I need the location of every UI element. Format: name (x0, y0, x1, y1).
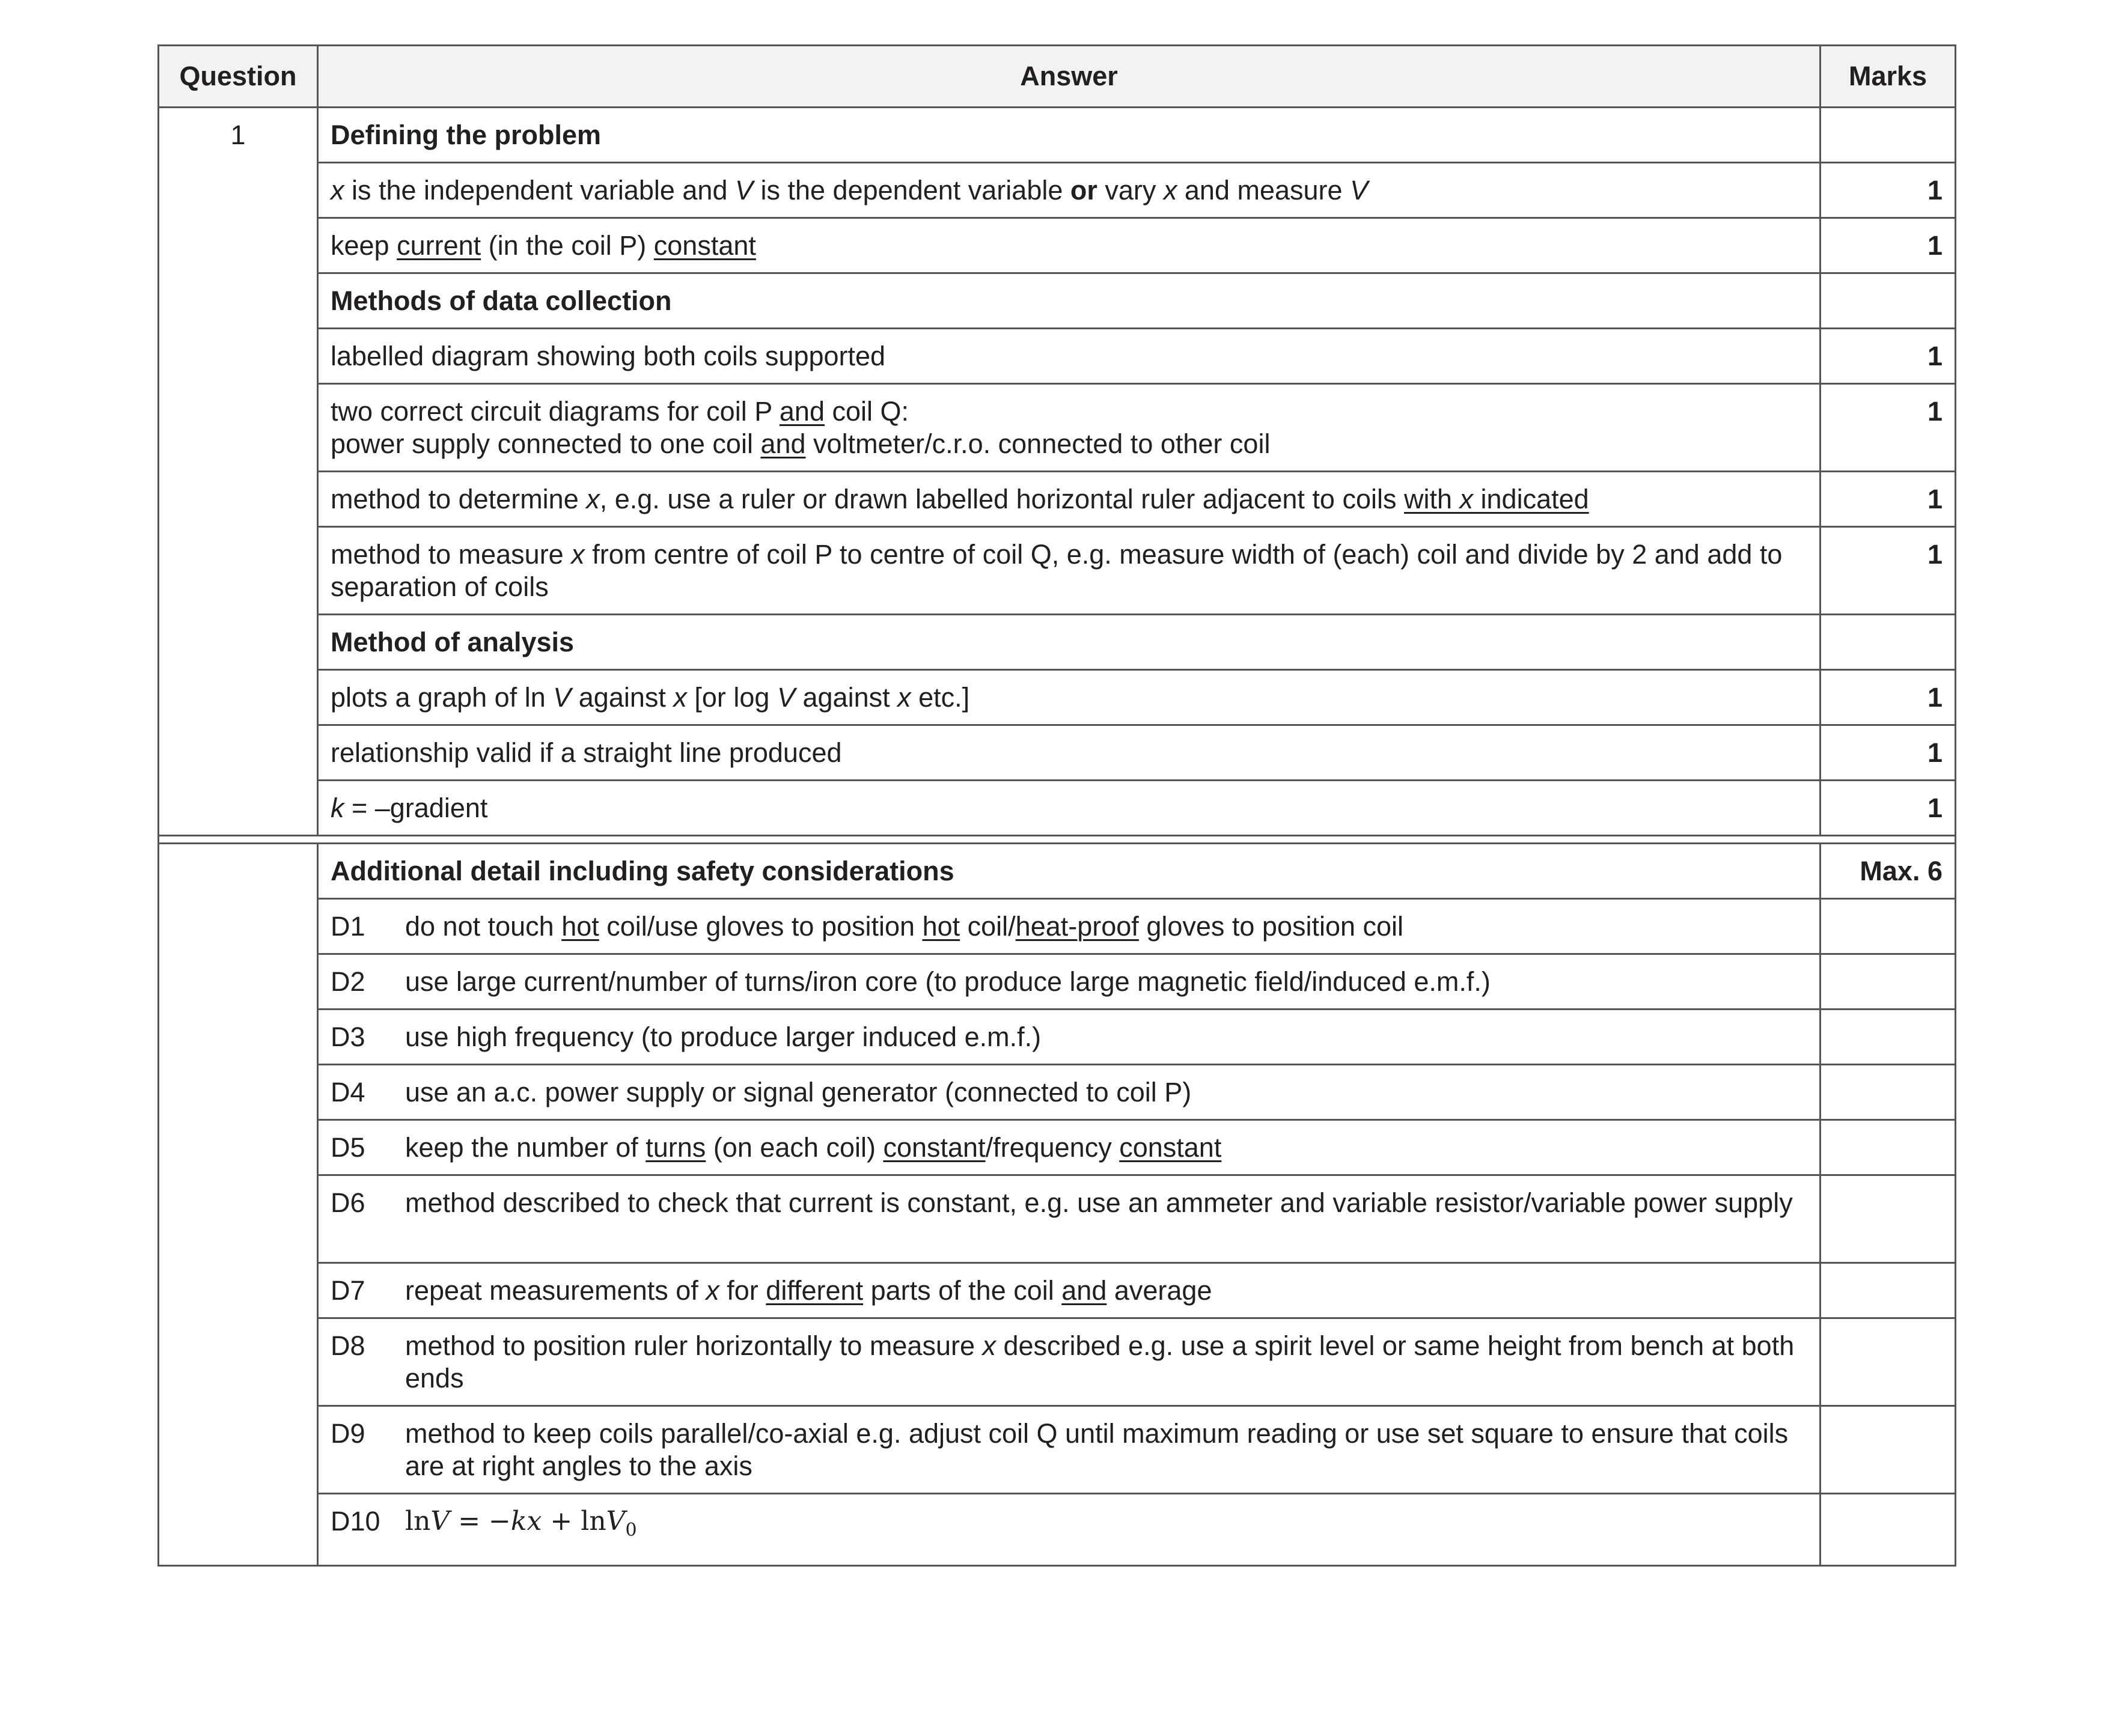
answer-cell: method to measure x from centre of coil P to centre of coil Q, e.g. measure width of (each) coil and divide by 2 and add to separation of coils (318, 527, 1821, 615)
table-row (159, 384, 1956, 472)
mark-cell (1821, 1175, 1956, 1263)
marks-column-header: Marks (1821, 46, 1956, 108)
mark-cell: 1 (1821, 384, 1956, 472)
table-row (159, 163, 1956, 218)
mark-cell: 1 (1821, 781, 1956, 836)
mark-cell: 1 (1821, 163, 1956, 218)
detail-row (159, 1175, 1956, 1263)
max-marks: Max. 6 (1821, 844, 1956, 899)
answer-cell: labelled diagram showing both coils supported (318, 329, 1821, 384)
answer-cell: k = –gradient (318, 781, 1821, 836)
detail-code: D7 (331, 1275, 365, 1306)
section-row-additional (159, 844, 1956, 899)
detail-cell: D5 keep the number of turns (on each coil) constant/frequency constant (318, 1120, 1821, 1175)
section-divider (159, 836, 1956, 844)
mark-cell: 1 (1821, 472, 1956, 527)
section-heading-defining: Defining the problem (318, 108, 1821, 163)
detail-row (159, 1120, 1956, 1175)
detail-cell: D3 use high frequency (to produce larger induced e.m.f.) (318, 1010, 1821, 1065)
detail-row (159, 1065, 1956, 1120)
section-heading-methods: Methods of data collection (318, 273, 1821, 329)
detail-row (159, 1406, 1956, 1494)
answer-cell: method to determine x, e.g. use a ruler or drawn labelled horizontal ruler adjacent to coils with x indicated (318, 472, 1821, 527)
detail-row (159, 1318, 1956, 1406)
detail-code: D6 (331, 1187, 365, 1218)
mark-cell: 1 (1821, 218, 1956, 273)
equation: lnV = −kx + lnV$_0$ (405, 1506, 637, 1541)
table-row (159, 670, 1956, 725)
question-number: 1 (159, 108, 318, 836)
detail-cell: D9 method to keep coils parallel/co-axial e.g. adjust coil Q until maximum reading or use set square to ensure that coils are at right angles to the axis (318, 1406, 1821, 1494)
detail-cell: D7 repeat measurements of x for different parts of the coil and average (318, 1263, 1821, 1318)
detail-code: D10 (331, 1506, 380, 1537)
table-row (159, 329, 1956, 384)
mark-cell (1821, 1318, 1956, 1406)
section-row-analysis (159, 615, 1956, 670)
mark-cell (1821, 1263, 1956, 1318)
question-column-header: Question (159, 46, 318, 108)
detail-row (159, 954, 1956, 1010)
mark-cell: 1 (1821, 725, 1956, 781)
detail-row (159, 1494, 1956, 1566)
table-row (159, 527, 1956, 615)
mark-cell: 1 (1821, 670, 1956, 725)
mark-cell (1821, 1120, 1956, 1175)
mark-scheme-page (157, 44, 1955, 1567)
table-row (159, 472, 1956, 527)
section-row-defining (159, 108, 1956, 163)
detail-code: D5 (331, 1132, 365, 1163)
question-cell (159, 844, 318, 1566)
mark-cell (1821, 899, 1956, 954)
detail-code: D3 (331, 1022, 365, 1052)
section-heading-additional: Additional detail including safety considerations (318, 844, 1821, 899)
table-header-row (159, 46, 1956, 108)
detail-code: D2 (331, 966, 365, 997)
detail-cell: D4 use an a.c. power supply or signal generator (connected to coil P) (318, 1065, 1821, 1120)
mark-cell: 1 (1821, 329, 1956, 384)
mark-cell (1821, 954, 1956, 1010)
mark-cell (1821, 1010, 1956, 1065)
mark-cell: 1 (1821, 527, 1956, 615)
mark-scheme-table (157, 44, 1956, 1567)
answer-column-header: Answer (318, 46, 1821, 108)
mark-cell (1821, 615, 1956, 670)
detail-cell: D2 use large current/number of turns/iron core (to produce large magnetic field/induced e.m.f.) (318, 954, 1821, 1010)
detail-row (159, 899, 1956, 954)
mark-cell (1821, 273, 1956, 329)
answer-cell: relationship valid if a straight line produced (318, 725, 1821, 781)
section-row-methods (159, 273, 1956, 329)
detail-row (159, 1263, 1956, 1318)
detail-code: D8 (331, 1330, 365, 1361)
detail-cell: D1 do not touch hot coil/use gloves to position hot coil/heat-proof gloves to position coil (318, 899, 1821, 954)
answer-cell: x is the independent variable and V is the dependent variable or vary x and measure V (318, 163, 1821, 218)
table-row (159, 781, 1956, 836)
answer-cell: two correct circuit diagrams for coil P and coil Q: power supply connected to one coil and voltmeter/c.r.o. connected to other coil (318, 384, 1821, 472)
mark-cell (1821, 1406, 1956, 1494)
mark-cell (1821, 108, 1956, 163)
detail-code: D9 (331, 1418, 365, 1449)
answer-cell: keep current (in the coil P) constant (318, 218, 1821, 273)
mark-cell (1821, 1065, 1956, 1120)
detail-cell: D6 method described to check that current is constant, e.g. use an ammeter and variable resistor/variable power supply (318, 1175, 1821, 1263)
table-row (159, 725, 1956, 781)
detail-code: D1 (331, 911, 365, 942)
detail-cell: D8 method to position ruler horizontally to measure x described e.g. use a spirit level or same height from bench at both ends (318, 1318, 1821, 1406)
detail-cell (318, 1494, 1821, 1566)
detail-row (159, 1010, 1956, 1065)
detail-code: D4 (331, 1077, 365, 1107)
answer-cell: plots a graph of ln V against x [or log V against x etc.] (318, 670, 1821, 725)
table-row (159, 218, 1956, 273)
mark-cell (1821, 1494, 1956, 1566)
section-heading-analysis: Method of analysis (318, 615, 1821, 670)
